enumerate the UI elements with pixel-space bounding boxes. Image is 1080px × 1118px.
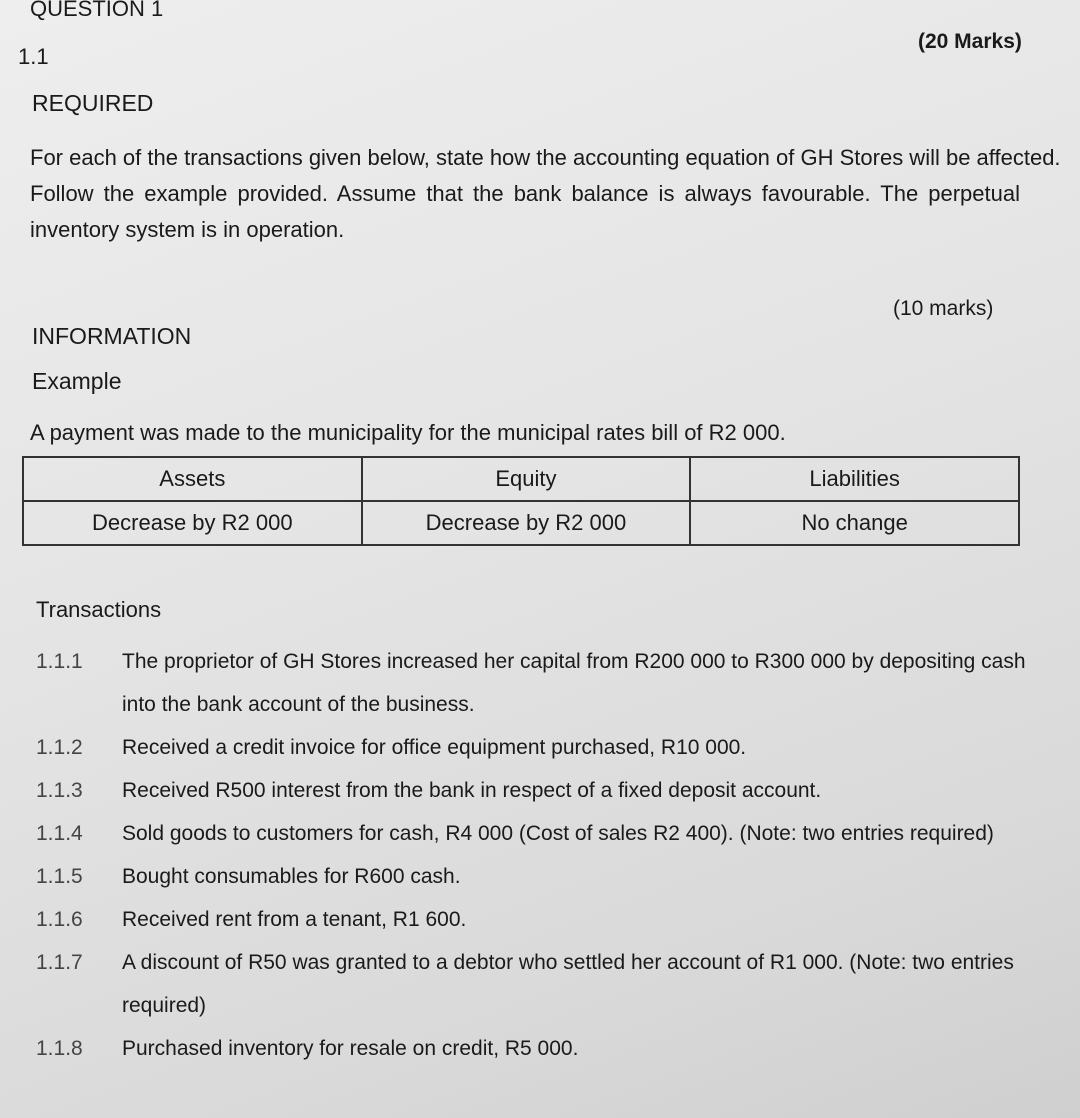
transaction-item xyxy=(36,812,1026,855)
transaction-item xyxy=(36,726,1026,769)
example-table-row xyxy=(23,501,1019,545)
transaction-item xyxy=(36,769,1026,812)
transaction-number: 1.1.6 xyxy=(36,908,83,931)
transaction-text: Sold goods to customers for cash, R4 000 (Cost of sales R2 400). (Note: two entries required) xyxy=(122,822,994,845)
required-heading: REQUIRED xyxy=(32,90,154,116)
transaction-text: The proprietor of GH Stores increased her capital from R200 000 to R300 000 by depositing cash into the bank account of the business. xyxy=(122,650,1026,716)
transactions-heading: Transactions xyxy=(36,597,162,622)
transaction-item xyxy=(36,640,1026,726)
example-table xyxy=(22,456,1020,546)
instruction-line-1: For each of the transactions given below, state how the accounting equation of GH Stores will be affected. xyxy=(30,145,1061,170)
transaction-number: 1.1.2 xyxy=(36,736,83,759)
transaction-item xyxy=(36,1027,1026,1070)
example-table-header-row xyxy=(23,457,1019,501)
section-marks: (20 Marks) xyxy=(918,30,1022,53)
transaction-text: Received rent from a tenant, R1 600. xyxy=(122,908,467,931)
liabilities-header: Liabilities xyxy=(690,457,1019,501)
information-heading: INFORMATION xyxy=(32,323,192,349)
transaction-number: 1.1.3 xyxy=(36,779,83,802)
section-number: 1.1 xyxy=(18,44,49,69)
transaction-number: 1.1.7 xyxy=(36,951,83,974)
instruction-line-2: Follow the example provided. Assume that the bank balance is always favourable. The perpetual xyxy=(30,181,1020,206)
transaction-text: Purchased inventory for resale on credit, R5 000. xyxy=(122,1037,579,1060)
transaction-number: 1.1.8 xyxy=(36,1037,83,1060)
equity-header: Equity xyxy=(362,457,691,501)
example-text: A payment was made to the municipality for the municipal rates bill of R2 000. xyxy=(30,420,786,445)
transaction-item xyxy=(36,941,1026,1027)
transaction-item xyxy=(36,855,1026,898)
transaction-text: Received R500 interest from the bank in respect of a fixed deposit account. xyxy=(122,779,822,802)
instruction-line-3: inventory system is in operation. xyxy=(30,217,345,242)
transaction-number: 1.1.1 xyxy=(36,650,83,673)
transaction-list xyxy=(36,640,1026,1070)
transaction-number: 1.1.5 xyxy=(36,865,83,888)
required-instructions xyxy=(30,140,1061,248)
example-heading: Example xyxy=(32,368,122,394)
assets-header: Assets xyxy=(23,457,362,501)
liabilities-cell: No change xyxy=(690,501,1019,545)
transaction-text: Received a credit invoice for office equipment purchased, R10 000. xyxy=(122,736,747,759)
transaction-number: 1.1.4 xyxy=(36,822,83,845)
question-heading: QUESTION 1 xyxy=(30,0,164,21)
transaction-text: Bought consumables for R600 cash. xyxy=(122,865,461,888)
assets-cell: Decrease by R2 000 xyxy=(23,501,362,545)
transaction-item xyxy=(36,898,1026,941)
required-marks: (10 marks) xyxy=(893,297,994,320)
transaction-text: A discount of R50 was granted to a debtor who settled her account of R1 000. (Note: two entries required) xyxy=(122,951,1014,1017)
equity-cell: Decrease by R2 000 xyxy=(362,501,691,545)
